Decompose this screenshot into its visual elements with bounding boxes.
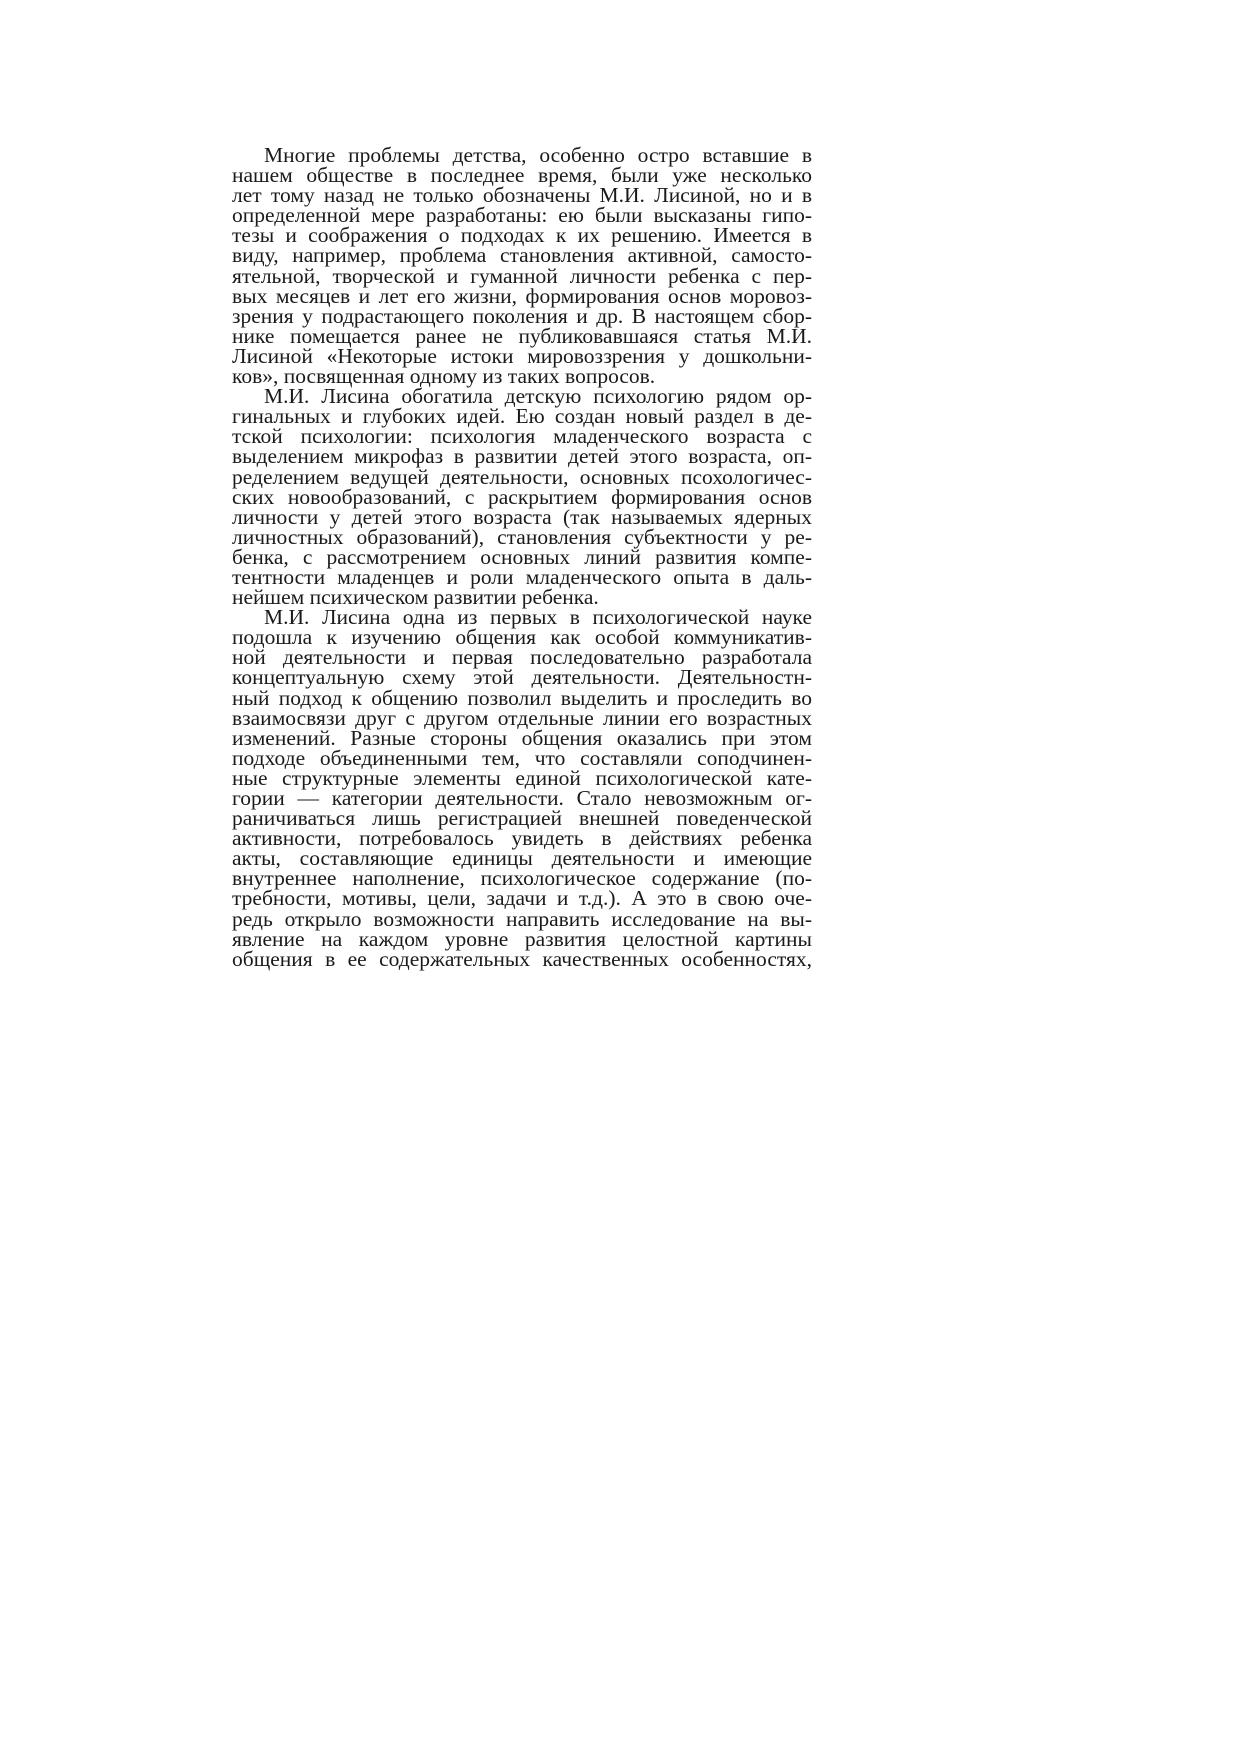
text-line: подошла к изучению общения как особой коммуникатив- [232, 625, 812, 650]
text-line: требности, мотивы, цели, задачи и т.д.). А это в свою оче- [232, 886, 812, 911]
text-line: определенной мере разработаны: ею были высказаны гипо- [232, 203, 812, 228]
text-line: Многие проблемы детства, особенно остро вставшие в [264, 143, 812, 167]
text-line: ной деятельности и первая последовательно разработала [232, 645, 812, 670]
text-line: лет тому назад не только обозначены М.И. Лисиной, но и в [232, 183, 812, 208]
body-text [232, 145, 812, 969]
text-line: ный подход к общению позволил выделить и проследить во [232, 685, 812, 710]
text-line: нейшем психическом развитии ребенка. [232, 585, 599, 610]
text-line: активности, потребовалось увидеть в действиях ребенка [232, 826, 812, 851]
text-line: тской психологии: психология младенческого возраста с [232, 424, 812, 449]
text-line: внутреннее наполнение, психологическое содержание (по- [232, 866, 812, 891]
text-line: вых месяцев и лет его жизни, формирования основ моровоз- [232, 283, 812, 308]
text-line: бенка, с рассмотрением основных линий развития компе- [232, 544, 812, 569]
text-line: зрения у подрастающего поколения и др. В настоящем сбор- [232, 303, 812, 328]
text-line: изменений. Разные стороны общения оказались при этом [232, 725, 812, 750]
text-line: личностных образований), становления субъектности у ре- [232, 524, 812, 549]
text-line: раничиваться лишь регистрацией внешней поведенческой [232, 806, 812, 831]
text-line: редь открыло возможности направить исследование на вы- [232, 906, 812, 931]
text-line: акты, составляющие единицы деятельности и имеющие [232, 846, 812, 871]
text-line: ределением ведущей деятельности, основных псохологичес- [232, 464, 812, 489]
text-line: нашем обществе в последнее время, были уже несколько [232, 163, 812, 188]
text-line: ные структурные элементы единой психологической кате- [232, 765, 812, 790]
text-line: виду, например, проблема становления активной, самосто- [232, 243, 812, 268]
paragraph-2 [232, 384, 812, 610]
text-line: нике помещается ранее не публиковавшаяся статья М.И. [232, 323, 812, 348]
text-line: тезы и соображения о подходах к их решению. Имеется в [232, 223, 812, 248]
text-line: М.И. Лисина одна из первых в психологической науке [264, 605, 812, 630]
text-line: Лисиной «Некоторые истоки мировоззрения у дошкольни- [232, 343, 812, 368]
text-line: гинальных и глубоких идей. Ею создан новый раздел в де- [232, 404, 812, 429]
text-line: общения в ее содержательных качественных особенностях, [232, 946, 812, 971]
text-line: выделением микрофаз в развитии детей этого возраста, оп- [232, 444, 812, 469]
text-line: концептуальную схему этой деятельности. Деятельностн- [232, 665, 812, 690]
paragraph-1 [232, 143, 812, 389]
text-line: гории — категории деятельности. Стало невозможным ог- [232, 786, 812, 810]
text-line: М.И. Лисина обогатила детскую психологию рядом ор- [264, 384, 812, 409]
text-line: ятельной, творческой и гуманной личности ребенка с пер- [232, 263, 812, 288]
text-line: ских новообразований, с раскрытием формирования основ [232, 484, 812, 509]
text-line: личности у детей этого возраста (так называемых ядерных [232, 504, 812, 529]
text-line: явление на каждом уровне развития целостной картины [232, 926, 812, 951]
text-line: взаимосвязи друг с другом отдельные линии его возрастных [232, 705, 812, 730]
text-line: тентности младенцев и роли младенческого опыта в даль- [232, 564, 812, 589]
text-line: ков», посвященная одному из таких вопросов. [232, 364, 656, 389]
paragraph-3 [232, 607, 812, 969]
text-line: подходе объединенными тем, что составляли соподчинен- [232, 745, 812, 770]
